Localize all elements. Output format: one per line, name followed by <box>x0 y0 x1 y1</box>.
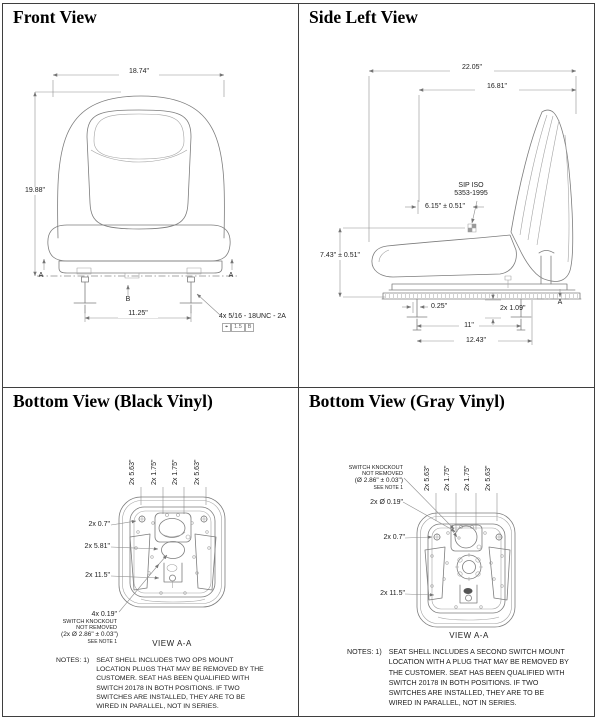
stud-callout: 4x 5/16 - 18UNC - 2A <box>219 313 286 320</box>
dim-top-3: 2x 1.75" <box>464 465 471 491</box>
datum-marker-b: B <box>125 296 131 303</box>
sip-label-line1: SIP ISO <box>458 182 484 189</box>
dim-left-1: 2x 0.7" <box>88 521 110 528</box>
dim-height: 19.88" <box>17 187 53 195</box>
view-label: VIEW A-A <box>449 631 489 640</box>
section-marker-a: A <box>557 299 563 306</box>
dim-rail-height: 2x 1.09" <box>500 305 526 312</box>
dim-top-4: 2x 5.63" <box>485 465 492 491</box>
knockout-note-line2: NOT REMOVED <box>76 625 117 631</box>
panel-bottom-black <box>3 388 299 716</box>
panel-title: Front View <box>13 7 97 27</box>
section-marker-a-right: A <box>228 272 234 279</box>
gdt-tolerance: 1.5 <box>231 323 245 332</box>
dim-top-1: 2x 5.63" <box>129 459 136 485</box>
notes-block <box>347 647 569 709</box>
knockout-note-line1: SWITCH KNOCKOUT <box>62 619 117 625</box>
knockout-note-line3: (2x Ø 2.86" ± 0.03") <box>61 631 118 638</box>
dim-width: 18.74" <box>119 68 159 76</box>
panel-title: Side Left View <box>309 7 418 27</box>
knockout-note-line2: NOT REMOVED <box>362 471 403 477</box>
knockout-note-line4: SEE NOTE 1 <box>373 485 403 491</box>
dim-left-2: 2x 5.81" <box>84 543 110 550</box>
notes-text: SEAT SHELL INCLUDES TWO OPS MOUNT LOCATION PLUGS THAT MAY BE REMOVED BY THE CUSTOMER. SEAT HAS BEEN QUALIFIED WITH SWITCH 20178 IN BOTH POSITIONS. IF TWO SWITCHES ARE INSTALLED, THEY ARE TO BE WIRED IN PARALLEL, NOT IN SERIES. <box>96 657 264 711</box>
notes-label: NOTES: 1) <box>56 657 90 664</box>
notes-label: NOTES: 1) <box>347 648 382 656</box>
knockout-note-line1: SWITCH KNOCKOUT <box>348 465 403 471</box>
dim-top-2: 2x 1.75" <box>444 465 451 491</box>
gdt-frame <box>222 323 254 332</box>
section-marker-a-left: A <box>38 272 44 279</box>
drawing-sheet <box>2 3 595 717</box>
dim-top-4: 2x 5.63" <box>194 459 201 485</box>
notes-text: SEAT SHELL INCLUDES A SECOND SWITCH MOUNT LOCATION WITH A PLUG THAT MAY BE REMOVED BY THE CUSTOMER. SEAT HAS BEEN QUALIFIED WITH SWITCH 20178 IN BOTH POSITIONS. IF TWO SWITCHES ARE INSTALLED, THEY ARE TO BE WIRED IN PARALLEL, NOT IN SERIES. <box>388 648 569 708</box>
dim-depth-total: 22.05" <box>450 64 494 72</box>
panel-side-left-view <box>299 4 594 388</box>
hole-callout: 2x Ø 0.19" <box>370 499 403 506</box>
dim-depth-upper: 16.81" <box>475 83 519 91</box>
dim-sip-horizontal: 6.15" ± 0.51" <box>419 203 471 211</box>
dim-offset: 0.25" <box>431 303 448 310</box>
dim-bolt-spacing: 11.25" <box>118 310 158 318</box>
view-label: VIEW A-A <box>152 639 192 648</box>
hole-callout: 4x 0.19" <box>91 611 117 618</box>
notes-block <box>56 656 268 711</box>
dim-left-1: 2x 0.7" <box>383 534 405 541</box>
front-view-drawing <box>3 4 299 388</box>
gdt-position-symbol: ⌖ <box>222 323 231 332</box>
dim-left-3: 2x 11.5" <box>85 572 110 579</box>
panel-title: Bottom View (Black Vinyl) <box>13 391 213 411</box>
panel-title: Bottom View (Gray Vinyl) <box>309 391 505 411</box>
dim-left-2: 2x 11.5" <box>380 590 405 597</box>
panel-front-view <box>3 4 299 388</box>
gdt-datum: B <box>245 323 255 332</box>
panel-bottom-gray <box>299 388 594 716</box>
dim-rail-total: 12.43" <box>454 337 498 345</box>
dim-top-3: 2x 1.75" <box>172 459 179 485</box>
dim-bolt-spacing: 11" <box>459 322 479 330</box>
dim-top-2: 2x 1.75" <box>151 459 158 485</box>
knockout-note-line4: SEE NOTE 1 <box>87 639 117 645</box>
dim-sip-vertical: 7.43" ± 0.51" <box>320 252 360 259</box>
knockout-note-line3: (Ø 2.86" ± 0.03") <box>354 477 403 484</box>
dim-top-1: 2x 5.63" <box>424 465 431 491</box>
sip-label-line2: 5353-1995 <box>454 190 488 197</box>
